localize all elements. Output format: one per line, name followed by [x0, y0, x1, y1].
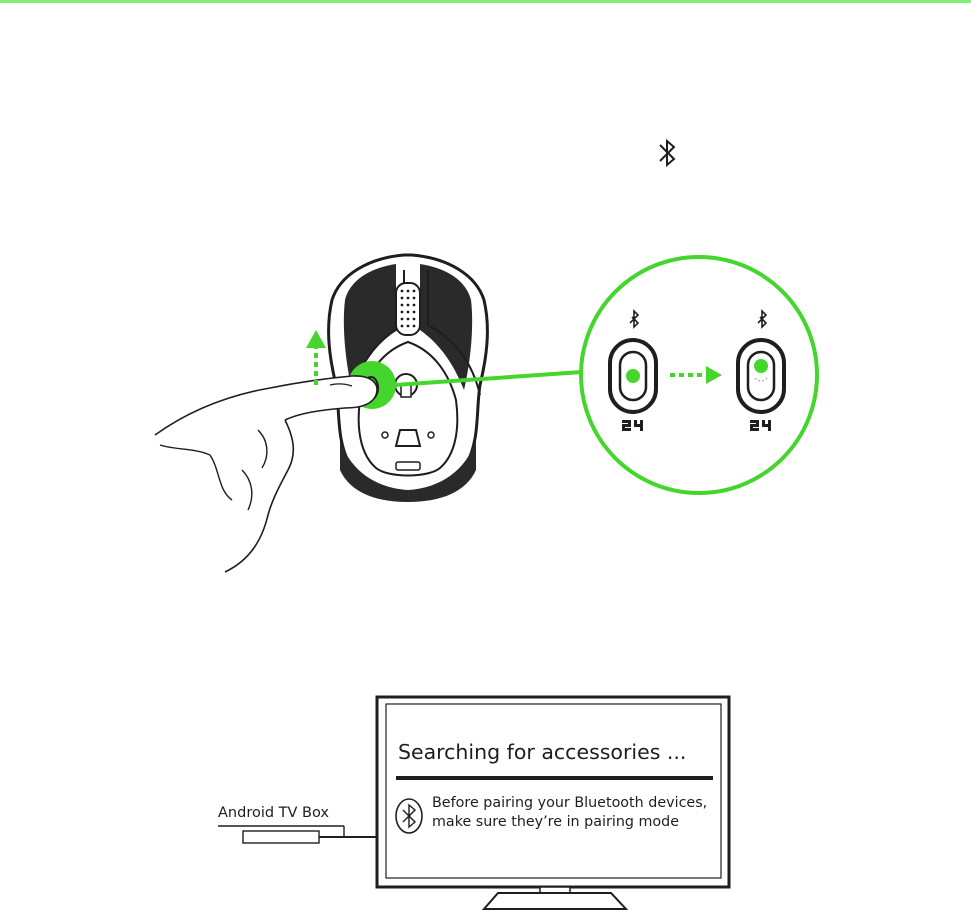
bluetooth-badge-icon	[396, 799, 422, 833]
tv-screen-message-line1: Before pairing your Bluetooth devices,	[432, 795, 708, 811]
tv-screen-title: Searching for accessories ...	[398, 740, 687, 764]
android-tv-box	[218, 826, 378, 843]
tv-screen-message-line2: make sure they’re in pairing mode	[432, 814, 680, 830]
up-arrow-icon	[306, 330, 326, 385]
android-tv-box-label: Android TV Box	[218, 805, 330, 821]
tv-screen-message	[432, 794, 707, 832]
